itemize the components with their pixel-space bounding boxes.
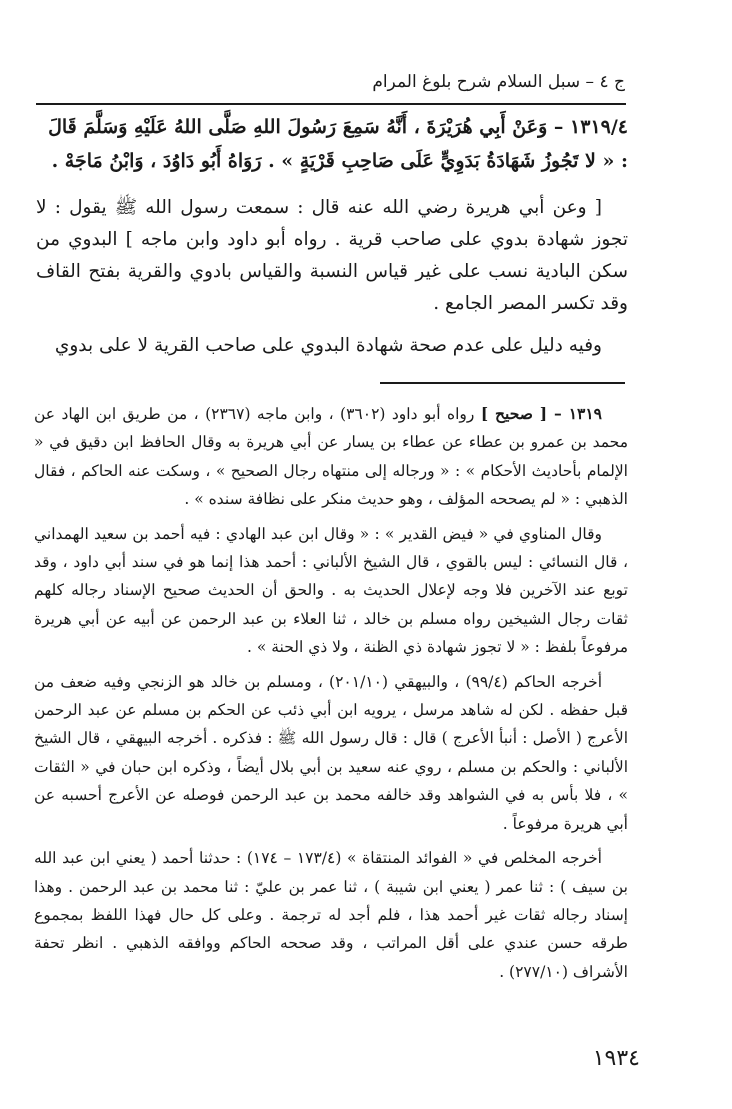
- footnote-lead: ١٣١٩ – [ صحيح ]: [480, 404, 602, 423]
- commentary-paragraph-1: [ وعن أبي هريرة رضي الله عنه قال : سمعت رسول الله ﷺ يقول : لا تجوز شهادة بدوي على صاحب قرية . رواه أبو داود وابن ماجه ] البدوي من سكن البادية نسب على غير قياس النسبة والقياس بادوي والقرية بفتح القاف وقد تكسر المصر الجامع .: [36, 197, 628, 314]
- footnote-paragraph-1: [34, 400, 628, 514]
- commentary-block: [36, 192, 628, 372]
- footnote-paragraph-2: وقال المناوي في « فيض القدير » : « وقال ابن عبد الهادي : فيه أحمد بن سعيد الهمداني ، قال النسائي : ليس بالقوي ، قال الشيخ الألباني : أحمد هذا إنما هو في سند أبي داود ، وقد توبع عند الآخرين فلا وجه لإعلال الحديث به . والحق أن الحديث صحيح الإسناد رجاله كلهم ثقات رجال الشيخين رواه مسلم بن خالد ، ثنا العلاء بن عبد الرحمن عن أبيه عن أبي هريرة مرفوعاً بلفظ : « لا تجوز شهادة ذي الظنة ، ولا ذي الحنة » .: [34, 524, 628, 657]
- commentary-paragraph-2: وفيه دليل على عدم صحة شهادة البدوي على صاحب القرية لا على بدوي: [54, 335, 602, 356]
- footnotes-block: [34, 400, 628, 992]
- running-header: [40, 70, 625, 94]
- hadith-number: ١٣١٩/٤: [570, 116, 628, 138]
- running-title: ج ٤ – سبل السلام شرح بلوغ المرام: [372, 72, 625, 92]
- footnote-text-1: رواه أبو داود (٣٦٠٢) ، وابن ماجه (٢٣٦٧) ، من طريق ابن الهاد عن محمد بن عمرو بن عطاء عن عطاء بن يسار عن أبي هريرة به وقال الحافظ ابن دقيق في « الإلمام بأحاديث الأحكام » : « ورجاله إلى منتهاه رجال الصحيح » ، وسكت عنه الحاكم ، فقال الذهبي : « لم يصححه المؤلف ، وهو حديث منكر على نظافة سنده » .: [34, 405, 628, 509]
- footnote-paragraph-4: أخرجه المخلص في « الفوائد المنتقاة » (١٧٣/٤ – ١٧٤) : حدثنا أحمد ( يعني ابن عبد الله بن سيف ) : ثنا عمر ( يعني ابن شيبة ) ، ثنا عمر بن عليّ : ثنا محمد بن عبد الرحمن . وهذا إسناد رجاله ثقات غير أحمد هذا ، فلم أجد له ترجمة . وعلى كل حال فهذا اللفظ بمجموع طرقه حسن عندي على أقل المراتب ، وقد صححه الحاكم ووافقه الذهبي . انظر تحفة الأشراف (٢٧٧/١٠) .: [34, 849, 628, 981]
- page-number: ١٩٣٤: [592, 1046, 640, 1071]
- hadith-text: – وَعَنْ أَبِي هُرَيْرَةَ ، أَنَّهُ سَمِعَ رَسُولَ اللهِ صَلَّى اللهُ عَلَيْهِ وَسَلَّمَ قَالَ : « لا تَجُوزُ شَهَادَةُ بَدَوِيٍّ عَلَى صَاحِبِ قَرْيَةٍ » . رَوَاهُ أَبُو دَاوُدَ ، وَابْنُ مَاجَهْ .: [48, 116, 628, 172]
- header-divider: [36, 103, 626, 105]
- footnote-divider: [380, 382, 625, 384]
- hadith-text-block: [40, 110, 628, 178]
- footnote-paragraph-3: أخرجه الحاكم (٩٩/٤) ، والبيهقي (٢٠١/١٠) ، ومسلم بن خالد هو الزنجي وفيه ضعف من قبل حفظه . لكن له شاهد مرسل ، يرويه ابن أبي ذئب عن الحكم بن مسلم عن عبد الرحمن الأعرج ( الأصل : أنبأ الأعرج ) قال : قال رسول الله ﷺ : فذكره . أخرجه البيهقي ، قال الشيخ الألباني : والحكم بن مسلم ، روي عنه سعيد بن أبي بلال أيضاً ، وذكره ابن حبان في « الثقات » ، فلا بأس به في الشواهد وقد خالفه محمد بن عبد الرحمن فوصله عن الأعرج أحسبه عن أبي هريرة مرفوعاً .: [34, 672, 628, 833]
